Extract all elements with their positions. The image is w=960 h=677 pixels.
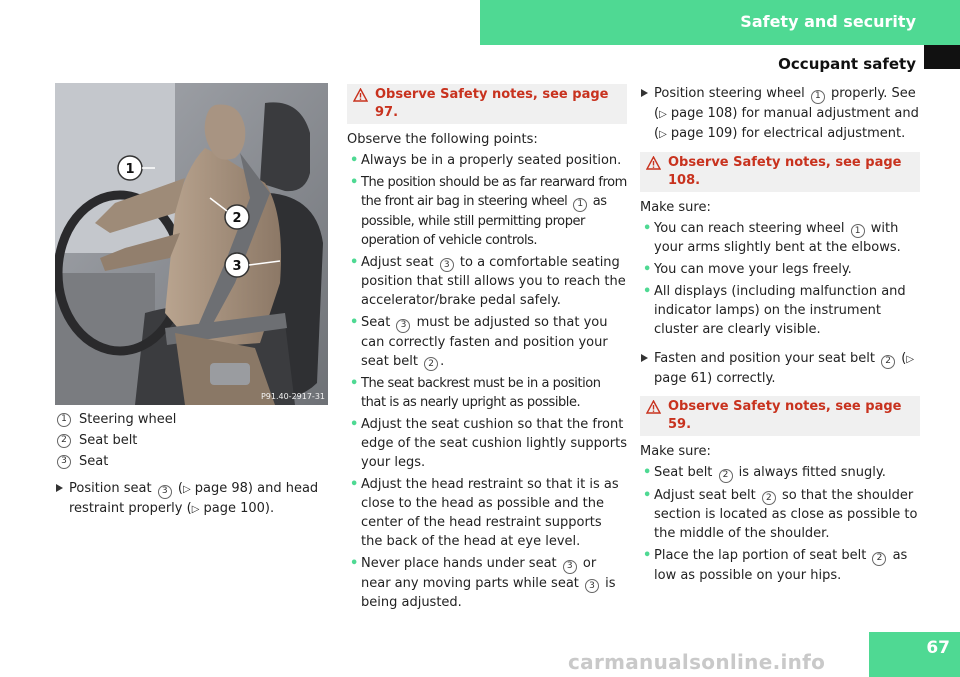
text: Adjust the seat cushion so that the front edge of the seat cushion lightly supports your legs.: [361, 417, 627, 470]
bullet-icon: •: [350, 376, 358, 391]
text: Always be in a properly seated position.: [361, 153, 622, 168]
callout-marker: 3: [57, 455, 71, 469]
text: You can move your legs freely.: [654, 262, 852, 277]
lead-text: Make sure:: [640, 444, 711, 459]
lead-text: Observe the following points:: [347, 132, 538, 147]
callout-marker: 2: [872, 552, 886, 566]
list-item: [347, 374, 627, 412]
callout-marker: 3: [563, 560, 577, 574]
list-item: [640, 282, 920, 339]
warning-text[interactable]: Observe Safety notes, see page 97.: [375, 87, 609, 120]
bullet-icon: •: [643, 262, 652, 277]
text[interactable]: page 100).: [199, 501, 275, 516]
instruction-position-seat: [55, 479, 330, 519]
page-ref-arrow-icon: ▷: [191, 504, 200, 515]
callout-marker: 2: [719, 469, 733, 483]
instruction-arrow-icon: [56, 484, 63, 492]
text: is being adjusted.: [361, 575, 616, 610]
callout-marker: 1: [811, 90, 825, 104]
caption-label: Seat: [79, 454, 109, 469]
instruction-arrow-icon: [641, 89, 648, 97]
figure-code: P91.40-2917-31: [260, 392, 325, 401]
list-item: [640, 546, 920, 585]
bullet-icon: •: [643, 548, 652, 563]
page-ref-arrow-icon: ▷: [906, 354, 915, 365]
seating-position-photo: [55, 83, 328, 405]
column-middle: [347, 84, 627, 615]
bullet-list: [640, 463, 920, 585]
warning-triangle-icon: [646, 400, 661, 414]
caption-steering-wheel: [55, 410, 330, 429]
caption-label: Seat belt: [79, 433, 138, 448]
callout-marker: 3: [396, 319, 410, 333]
callout-2: 2: [232, 211, 242, 226]
callout-marker: 1: [573, 198, 587, 212]
section-tab-marker: [924, 45, 960, 69]
text: Position steering wheel: [654, 86, 809, 101]
text: or near any moving parts while seat: [361, 556, 597, 591]
callout-marker: 2: [424, 357, 438, 371]
warning-triangle-icon: [353, 88, 368, 102]
warning-box: [640, 396, 920, 436]
page-number: 67: [926, 638, 950, 658]
page-ref-arrow-icon: ▷: [659, 108, 667, 120]
warning-text[interactable]: Observe Safety notes, see page 59.: [668, 399, 902, 432]
text: Adjust the head restraint so that it is as close to the head as possible and the center of the head restraint supports the back of the head at eye level.: [361, 477, 619, 549]
text: is always fitted snugly.: [734, 465, 886, 480]
text: Seat: [361, 315, 395, 330]
text: so that the shoulder section is located as close as possible to the middle of the shoulder.: [654, 487, 918, 541]
bullet-list: [640, 219, 920, 340]
text: Fasten and position your seat belt: [654, 351, 880, 366]
callout-marker: 1: [57, 413, 71, 427]
text: Position seat: [69, 481, 156, 496]
seating-illustration: [55, 83, 328, 405]
caption-label: Steering wheel: [79, 412, 177, 427]
text[interactable]: page 61) correctly.: [654, 371, 776, 386]
warning-box: [640, 152, 920, 192]
text: properly. See (: [654, 86, 916, 121]
watermark-text: carmanualsonline.info: [568, 650, 826, 674]
text: with your arms slightly bent at the elbows.: [654, 220, 901, 255]
bullet-icon: •: [643, 220, 652, 236]
page-ref-arrow-icon: ▷: [659, 128, 667, 140]
bullet-list: [347, 151, 627, 612]
warning-text[interactable]: Observe Safety notes, see page 108.: [668, 154, 902, 188]
list-item: [640, 260, 920, 279]
subsection-title: Occupant safety: [778, 55, 916, 73]
page-number-box: [869, 632, 960, 677]
bullet-icon: •: [350, 254, 359, 270]
list-item: [347, 415, 627, 472]
bullet-icon: •: [350, 153, 359, 168]
callout-marker: 3: [440, 258, 454, 272]
list-item: [347, 554, 627, 612]
instruction-arrow-icon: [641, 354, 648, 362]
text: to a comfortable seating position that still allows you to reach the accelerator/brake pedal safely.: [361, 254, 626, 308]
instruction-seat-belt: [640, 349, 920, 388]
bullet-icon: •: [350, 556, 359, 571]
column-left: [55, 410, 330, 519]
text: as possible, while still permitting proper operation of vehicle controls.: [361, 194, 607, 248]
list-item: [640, 463, 920, 483]
bullet-icon: •: [350, 477, 359, 492]
lead-text: Make sure:: [640, 199, 711, 215]
list-item: [640, 486, 920, 544]
callout-1: 1: [125, 162, 135, 177]
callout-marker: 3: [158, 485, 172, 499]
instruction-steering-wheel: [640, 84, 920, 144]
callout-marker: 2: [57, 434, 71, 448]
column-right: [640, 84, 920, 588]
text: Never place hands under seat: [361, 556, 561, 571]
section-header-bar: [480, 0, 960, 45]
text: .: [440, 353, 445, 369]
bullet-icon: •: [643, 487, 652, 503]
caption-seat-belt: [55, 431, 330, 450]
callout-marker: 2: [881, 355, 895, 369]
bullet-icon: •: [643, 284, 652, 299]
text: Adjust seat: [361, 254, 438, 270]
callout-marker: 2: [762, 491, 776, 505]
list-item: [347, 313, 627, 371]
callout-marker: 1: [851, 224, 865, 238]
bullet-icon: •: [350, 315, 359, 330]
section-title: Safety and security: [740, 12, 916, 31]
callout-marker: 3: [585, 579, 599, 593]
text: (: [173, 481, 183, 496]
bullet-icon: •: [350, 417, 359, 432]
text: (: [897, 351, 907, 366]
text[interactable]: page 98) and head restraint properly (: [69, 481, 319, 516]
caption-seat: [55, 452, 330, 471]
text: Adjust seat belt: [654, 487, 760, 503]
list-item: [640, 219, 920, 258]
list-item: [347, 475, 627, 551]
text: You can reach steering wheel: [654, 220, 849, 236]
text: Place the lap portion of seat belt: [654, 548, 871, 563]
text[interactable]: page 108) for manual adjustment and (: [654, 105, 919, 141]
bullet-icon: •: [643, 465, 652, 480]
text: must be adjusted so that you can correctly fasten and position your seat belt: [361, 315, 608, 369]
text[interactable]: page 109) for electrical adjustment.: [666, 125, 906, 141]
callout-3: 3: [232, 259, 242, 274]
text: All displays (including malfunction and indicator lamps) on the instrument cluster are clearly visible.: [654, 284, 906, 337]
bullet-icon: •: [350, 175, 358, 190]
text: as low as possible on your hips.: [654, 548, 908, 583]
list-item: [347, 151, 627, 170]
text: Seat belt: [654, 465, 717, 480]
list-item: [347, 173, 627, 250]
warning-box: [347, 84, 627, 124]
text: The seat backrest must be in a position that is as nearly upright as possible.: [361, 376, 601, 410]
warning-triangle-icon: [646, 156, 661, 170]
page-ref-arrow-icon: ▷: [182, 484, 191, 495]
text: The position should be as far rearward from the front air bag in steering wheel: [361, 175, 627, 209]
list-item: [347, 253, 627, 311]
